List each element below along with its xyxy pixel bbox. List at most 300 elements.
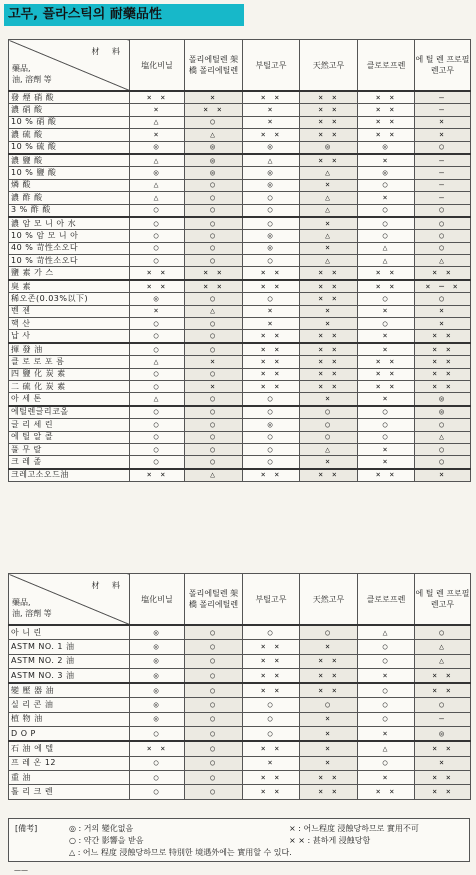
rating-cell: ―: [415, 154, 471, 167]
rating-cell: ○: [130, 255, 185, 267]
rating-cell: ×: [358, 770, 415, 784]
rating-cell: ○: [358, 640, 415, 654]
chemical-name: 10 % 암 모 니 아: [9, 230, 130, 242]
rating-cell: ○: [185, 741, 243, 756]
material-header-natural-rubber: 天然고무: [300, 40, 358, 92]
rating-cell: △: [130, 356, 185, 368]
table-row: [9, 255, 471, 267]
page-title: 고무, 플라스틱의 耐藥品性: [4, 4, 244, 26]
rating-cell: × ×: [300, 116, 358, 128]
rating-cell: ―: [415, 179, 471, 191]
rating-cell: ◎: [130, 683, 185, 698]
rating-cell: ×: [358, 305, 415, 317]
rating-cell: ○: [130, 230, 185, 242]
rating-cell: ×: [358, 668, 415, 683]
rating-cell: ○: [300, 419, 358, 431]
material-header-epdm: 에 틸 렌 프로필렌고무: [415, 40, 471, 92]
rating-cell: ×: [300, 756, 358, 770]
rating-cell: × ─ ×: [415, 280, 471, 293]
rating-cell: ○: [358, 217, 415, 230]
rating-cell: ○: [185, 431, 243, 443]
rating-cell: ×: [358, 154, 415, 167]
rating-cell: ×: [415, 756, 471, 770]
rating-cell: × ×: [415, 368, 471, 380]
rating-cell: ○: [300, 625, 358, 640]
rating-cell: ×: [185, 380, 243, 392]
rating-cell: ×: [130, 305, 185, 317]
chemical-name: 變 壓 器 油: [9, 683, 130, 698]
rating-cell: × ×: [300, 330, 358, 343]
rating-cell: × ×: [300, 668, 358, 683]
chemical-name: 아 세 톤: [9, 393, 130, 406]
material-header-pvc: 塩化비닐: [130, 40, 185, 92]
chemical-name: 燐 酸: [9, 179, 130, 191]
rating-cell: ○: [243, 293, 300, 305]
rating-cell: ○: [415, 204, 471, 217]
rating-cell: ×: [415, 469, 471, 482]
rating-cell: ×: [300, 456, 358, 469]
table-row: [9, 141, 471, 154]
table-row: [9, 625, 471, 640]
table-row: [9, 280, 471, 293]
rating-cell: ○: [185, 640, 243, 654]
rating-cell: × ×: [243, 267, 300, 280]
rating-cell: ×: [415, 116, 471, 128]
rating-cell: ○: [243, 255, 300, 267]
rating-cell: ○: [415, 141, 471, 154]
rating-cell: ×: [358, 393, 415, 406]
rating-cell: ○: [185, 255, 243, 267]
chemical-name: 40 % 苛性소오다: [9, 242, 130, 254]
rating-cell: × ×: [243, 770, 300, 784]
corner-header: [9, 574, 130, 626]
rating-cell: ◎: [185, 154, 243, 167]
rating-cell: ○: [185, 625, 243, 640]
chemical-name: 아 니 린: [9, 625, 130, 640]
chemical-name: 濃 硫 酸: [9, 129, 130, 141]
chemical-name: 臭 素: [9, 280, 130, 293]
rating-cell: × ×: [300, 267, 358, 280]
resistance-table-chemicals: [8, 39, 471, 482]
rating-cell: ○: [185, 654, 243, 668]
table-row: [9, 406, 471, 419]
rating-cell: × ×: [243, 330, 300, 343]
rating-cell: × ×: [243, 668, 300, 683]
rating-cell: ○: [415, 625, 471, 640]
rating-cell: ○: [185, 770, 243, 784]
rating-cell: × ×: [358, 129, 415, 141]
table-row: [9, 356, 471, 368]
rating-cell: △: [130, 154, 185, 167]
rating-cell: ○: [243, 431, 300, 443]
chemical-name: 10 % 硫 酸: [9, 141, 130, 154]
rating-cell: × ×: [358, 116, 415, 128]
chemical-name: 글 리 세 린: [9, 419, 130, 431]
chemical-name: D O P: [9, 727, 130, 742]
rating-cell: ○: [300, 698, 358, 712]
chemical-name: 에틸렌글리코올: [9, 406, 130, 419]
chemical-name: 10 % 鹽 酸: [9, 167, 130, 179]
rating-cell: ○: [300, 431, 358, 443]
rating-cell: ○: [243, 393, 300, 406]
table-row: [9, 770, 471, 784]
table-row: [9, 698, 471, 712]
corner-header-chemical: [12, 597, 52, 619]
rating-cell: ○: [130, 456, 185, 469]
corner-header: [9, 40, 130, 92]
rating-cell: △: [358, 242, 415, 254]
chemical-name: 납 사: [9, 330, 130, 343]
rating-cell: ○: [130, 318, 185, 330]
rating-cell: ○: [415, 230, 471, 242]
rating-cell: × ×: [243, 91, 300, 104]
corner-header-line-1: 藥品,: [12, 598, 31, 607]
material-header-epdm: 에 틸 렌 프로필렌고무: [415, 574, 471, 626]
rating-cell: ○: [130, 330, 185, 343]
table-body: [9, 91, 471, 482]
corner-header-line-1: 藥品,: [12, 64, 31, 73]
rating-cell: ○: [130, 419, 185, 431]
table-row: [9, 343, 471, 356]
rating-cell: ○: [243, 625, 300, 640]
rating-cell: ×: [300, 179, 358, 191]
chemical-name: 濃 酢 酸: [9, 192, 130, 204]
rating-cell: ◎: [130, 712, 185, 726]
rating-cell: ×: [300, 217, 358, 230]
chemical-name: 실 리 콘 油: [9, 698, 130, 712]
rating-cell: ○: [415, 293, 471, 305]
legend-item-bad: × × : 甚하게 浸蝕당함: [289, 836, 371, 845]
resistance-table-oils: [8, 573, 471, 800]
rating-cell: × ×: [243, 343, 300, 356]
rating-cell: ○: [185, 419, 243, 431]
rating-cell: × ×: [243, 683, 300, 698]
rating-cell: ○: [243, 712, 300, 726]
table-row: [9, 293, 471, 305]
rating-cell: × ×: [243, 469, 300, 482]
rating-cell: ○: [358, 431, 415, 443]
rating-cell: ○: [243, 456, 300, 469]
table-row: [9, 192, 471, 204]
chemical-name: 揮 發 油: [9, 343, 130, 356]
rating-cell: ×: [300, 242, 358, 254]
footnote-mark: ——: [14, 866, 28, 874]
rating-cell: × ×: [300, 91, 358, 104]
table-body: [9, 625, 471, 799]
material-header-butyl-rubber: 부틸고무: [243, 574, 300, 626]
rating-cell: △: [300, 192, 358, 204]
rating-cell: △: [185, 129, 243, 141]
table-row: [9, 368, 471, 380]
rating-cell: × ×: [415, 330, 471, 343]
rating-cell: ○: [185, 217, 243, 230]
chemical-name: 二 硫 化 炭 素: [9, 380, 130, 392]
rating-cell: ○: [243, 406, 300, 419]
rating-cell: ○: [185, 116, 243, 128]
rating-cell: ○: [415, 419, 471, 431]
rating-cell: ○: [130, 431, 185, 443]
rating-cell: × ×: [415, 770, 471, 784]
chemical-name: 10 % 硝 酸: [9, 116, 130, 128]
rating-cell: ○: [185, 727, 243, 742]
rating-cell: ◎: [130, 625, 185, 640]
rating-cell: ○: [185, 192, 243, 204]
table-row: [9, 129, 471, 141]
rating-cell: × ×: [300, 154, 358, 167]
rating-cell: × ×: [415, 267, 471, 280]
rating-cell: × ×: [415, 741, 471, 756]
table-row: [9, 785, 471, 799]
rating-cell: ○: [358, 712, 415, 726]
rating-cell: ○: [185, 368, 243, 380]
rating-cell: ○: [300, 406, 358, 419]
material-header-polyethylene: 폴리에틸렌 架 橋 폴리에틸렌: [185, 40, 243, 92]
rating-cell: ×: [243, 305, 300, 317]
chemical-name: 톨 리 크 렌: [9, 785, 130, 799]
rating-cell: × ×: [243, 741, 300, 756]
rating-cell: ◎: [243, 242, 300, 254]
rating-cell: × ×: [358, 469, 415, 482]
rating-cell: △: [130, 393, 185, 406]
rating-cell: △: [130, 192, 185, 204]
rating-cell: ◎: [130, 654, 185, 668]
rating-cell: ◎: [130, 141, 185, 154]
chemical-name: 크레고소오드油: [9, 469, 130, 482]
rating-cell: ◎: [415, 406, 471, 419]
material-header-natural-rubber: 天然고무: [300, 574, 358, 626]
material-header-pvc: 塩化비닐: [130, 574, 185, 626]
table-row: [9, 756, 471, 770]
rating-cell: × ×: [415, 668, 471, 683]
corner-header-chemical: [12, 63, 52, 85]
rating-cell: ×: [415, 129, 471, 141]
rating-cell: × ×: [243, 368, 300, 380]
rating-cell: ○: [243, 727, 300, 742]
legend-item-excellent: ◎ : 거의 變化없음: [69, 824, 134, 833]
legend-title: [備考]: [15, 824, 38, 833]
rating-cell: ○: [185, 318, 243, 330]
rating-cell: × ×: [243, 356, 300, 368]
rating-cell: △: [415, 255, 471, 267]
chemical-name: ASTM NO. 2 油: [9, 654, 130, 668]
rating-cell: ×: [415, 305, 471, 317]
table-row: [9, 683, 471, 698]
rating-cell: × ×: [185, 267, 243, 280]
rating-cell: × ×: [300, 785, 358, 799]
rating-cell: ○: [130, 217, 185, 230]
rating-cell: × ×: [130, 469, 185, 482]
rating-cell: ×: [358, 343, 415, 356]
rating-cell: ◎: [185, 141, 243, 154]
rating-cell: △: [243, 154, 300, 167]
rating-cell: ×: [300, 318, 358, 330]
rating-cell: ×: [185, 91, 243, 104]
table-row: [9, 91, 471, 104]
chemical-name: 濃 鹽 酸: [9, 154, 130, 167]
corner-header-line-2: 油, 溶劑 等: [12, 609, 52, 618]
chemical-name: 클 로 로 포 름: [9, 356, 130, 368]
rating-cell: ○: [185, 698, 243, 712]
table-row: [9, 443, 471, 455]
rating-cell: × ×: [300, 380, 358, 392]
rating-cell: × ×: [130, 91, 185, 104]
rating-cell: ◎: [415, 727, 471, 742]
rating-cell: ○: [243, 204, 300, 217]
rating-cell: × ×: [300, 293, 358, 305]
rating-cell: △: [130, 179, 185, 191]
rating-cell: ○: [415, 443, 471, 455]
rating-cell: × ×: [243, 129, 300, 141]
rating-cell: × ×: [243, 280, 300, 293]
rating-cell: × ×: [243, 785, 300, 799]
rating-cell: ○: [185, 668, 243, 683]
rating-cell: ○: [185, 712, 243, 726]
rating-cell: ◎: [358, 167, 415, 179]
rating-cell: ○: [130, 343, 185, 356]
rating-cell: ◎: [130, 698, 185, 712]
material-header-polyethylene: 폴리에틸렌 架 橋 폴리에틸렌: [185, 574, 243, 626]
chemical-name: 3 % 酢 酸: [9, 204, 130, 217]
rating-cell: × ×: [300, 104, 358, 116]
rating-cell: ×: [243, 104, 300, 116]
rating-cell: ○: [243, 443, 300, 455]
legend-item-poor: × : 어느程度 浸蝕당하므로 實用不可: [289, 824, 419, 833]
rating-cell: ×: [300, 640, 358, 654]
table-row: [9, 727, 471, 742]
table-row: [9, 456, 471, 469]
rating-cell: ×: [358, 330, 415, 343]
rating-cell: ◎: [130, 167, 185, 179]
rating-cell: ×: [243, 116, 300, 128]
rating-cell: × ×: [130, 267, 185, 280]
rating-cell: ×: [300, 712, 358, 726]
rating-cell: ○: [185, 204, 243, 217]
rating-cell: ×: [130, 129, 185, 141]
rating-cell: × ×: [300, 368, 358, 380]
rating-cell: ◎: [415, 393, 471, 406]
rating-cell: ◎: [185, 167, 243, 179]
rating-cell: ○: [130, 204, 185, 217]
rating-cell: ○: [415, 698, 471, 712]
chemical-name: 重 油: [9, 770, 130, 784]
rating-cell: ○: [185, 443, 243, 455]
rating-cell: ○: [185, 456, 243, 469]
rating-cell: ◎: [358, 141, 415, 154]
rating-cell: △: [185, 469, 243, 482]
rating-cell: ○: [243, 217, 300, 230]
rating-cell: ◎: [130, 668, 185, 683]
rating-cell: × ×: [358, 104, 415, 116]
rating-cell: ○: [358, 230, 415, 242]
rating-cell: ◎: [300, 141, 358, 154]
rating-cell: ×: [358, 456, 415, 469]
rating-cell: × ×: [300, 469, 358, 482]
table-row: [9, 318, 471, 330]
rating-cell: × ×: [415, 785, 471, 799]
rating-cell: ○: [185, 179, 243, 191]
rating-cell: × ×: [358, 280, 415, 293]
rating-cell: ○: [185, 230, 243, 242]
rating-cell: ○: [130, 443, 185, 455]
rating-cell: ×: [130, 104, 185, 116]
rating-cell: △: [415, 431, 471, 443]
rating-cell: ○: [185, 393, 243, 406]
rating-cell: × ×: [243, 640, 300, 654]
rating-cell: ○: [358, 419, 415, 431]
rating-cell: × ×: [243, 654, 300, 668]
rating-cell: ○: [358, 318, 415, 330]
chemical-name: 發 煙 硝 酸: [9, 91, 130, 104]
corner-header-material: 材 料: [91, 581, 125, 590]
rating-cell: × ×: [358, 368, 415, 380]
rating-cell: △: [130, 116, 185, 128]
table-row: [9, 230, 471, 242]
rating-cell: ×: [300, 727, 358, 742]
rating-cell: ○: [130, 756, 185, 770]
rating-cell: △: [300, 443, 358, 455]
rating-cell: ○: [358, 204, 415, 217]
table-row: [9, 654, 471, 668]
table-row: [9, 217, 471, 230]
table-row: [9, 419, 471, 431]
table-row: [9, 204, 471, 217]
rating-cell: × ×: [300, 280, 358, 293]
table-row: [9, 305, 471, 317]
rating-cell: ○: [358, 654, 415, 668]
rating-cell: × ×: [243, 380, 300, 392]
rating-cell: ◎: [130, 640, 185, 654]
rating-cell: × ×: [415, 683, 471, 698]
chemical-name: 植 物 油: [9, 712, 130, 726]
rating-cell: ○: [358, 179, 415, 191]
rating-cell: ○: [415, 242, 471, 254]
rating-cell: × ×: [185, 280, 243, 293]
material-header-chloroprene: 클로로프렌: [358, 574, 415, 626]
chemical-name: 濃 硝 酸: [9, 104, 130, 116]
rating-cell: ○: [243, 698, 300, 712]
table-row: [9, 640, 471, 654]
rating-cell: ○: [243, 192, 300, 204]
rating-cell: ○: [130, 727, 185, 742]
legend-item-fair: △ : 어느 程度 浸蝕당하므로 特別한 境遇外에는 實用할 수 있다.: [69, 848, 292, 857]
rating-cell: △: [185, 305, 243, 317]
rating-cell: ○: [185, 293, 243, 305]
chemical-name: 稀오존(0.03%以下): [9, 293, 130, 305]
chemical-name: 石 油 에 텔: [9, 741, 130, 756]
rating-cell: ○: [415, 217, 471, 230]
chemical-name: 크 레 졸: [9, 456, 130, 469]
rating-cell: ×: [243, 756, 300, 770]
rating-cell: ◎: [243, 230, 300, 242]
corner-header-line-2: 油, 溶劑 等: [12, 75, 52, 84]
rating-cell: △: [415, 654, 471, 668]
rating-cell: × ×: [185, 104, 243, 116]
table-row: [9, 154, 471, 167]
rating-cell: △: [415, 640, 471, 654]
table-row: [9, 330, 471, 343]
rating-cell: × ×: [300, 129, 358, 141]
chemical-name: 벤 젠: [9, 305, 130, 317]
rating-cell: × ×: [358, 267, 415, 280]
rating-cell: × ×: [358, 785, 415, 799]
chemical-name: 프 레 온 12: [9, 756, 130, 770]
rating-cell: ○: [185, 756, 243, 770]
rating-cell: ○: [358, 756, 415, 770]
rating-cell: ○: [185, 406, 243, 419]
rating-cell: ○: [130, 770, 185, 784]
rating-cell: △: [300, 230, 358, 242]
chemical-name: 10 % 苛性소오다: [9, 255, 130, 267]
